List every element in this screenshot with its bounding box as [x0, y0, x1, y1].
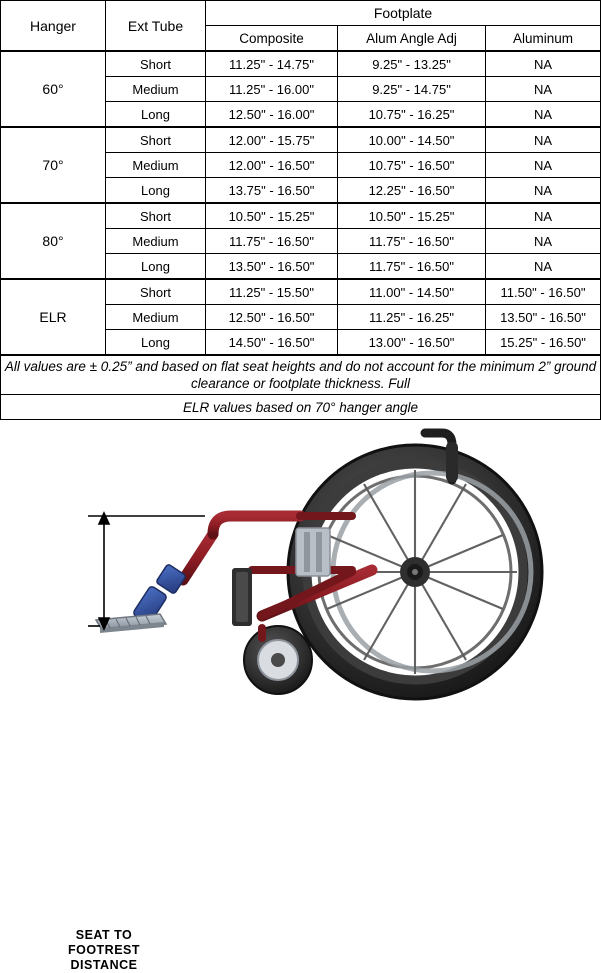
alum-angle-adj-value: 10.00" - 14.50" — [338, 127, 486, 153]
wheelchair-drawing — [0, 420, 600, 710]
aluminum-value: NA — [486, 77, 601, 102]
alum-angle-adj-value: 11.25" - 16.25" — [338, 305, 486, 330]
composite-value: 13.50" - 16.50" — [206, 254, 338, 280]
footnote-row-2 — [1, 395, 601, 420]
composite-value: 12.50" - 16.50" — [206, 305, 338, 330]
aluminum-value: NA — [486, 51, 601, 77]
ext-tube-cell: Medium — [106, 77, 206, 102]
ext-tube-cell: Medium — [106, 305, 206, 330]
composite-value: 11.75" - 16.50" — [206, 229, 338, 254]
caster-wheel — [244, 626, 312, 694]
col-header-footplate: Footplate — [206, 1, 601, 26]
footnote-secondary: ELR values based on 70° hanger angle — [1, 395, 601, 420]
ext-tube-cell: Long — [106, 102, 206, 128]
alum-angle-adj-value: 11.75" - 16.50" — [338, 229, 486, 254]
under-seat-hardware — [296, 528, 330, 576]
table-row — [1, 279, 601, 305]
aluminum-value: NA — [486, 102, 601, 128]
handle-grip — [446, 442, 458, 482]
aluminum-value: NA — [486, 127, 601, 153]
hanger-cell: 80° — [1, 203, 106, 279]
alum-angle-adj-value: 9.25" - 13.25" — [338, 51, 486, 77]
composite-value: 10.50" - 15.25" — [206, 203, 338, 229]
composite-value: 13.75" - 16.50" — [206, 178, 338, 204]
col-header-alum-angle-adj: Alum Angle Adj — [338, 26, 486, 52]
footnote-primary: All values are ± 0.25” and based on flat seat heights and do not account for the minimum 2” ground clearance or footplate thickness. Full — [1, 355, 601, 395]
ext-tube-cell: Short — [106, 203, 206, 229]
col-header-hanger: Hanger — [1, 1, 106, 52]
table-row — [1, 203, 601, 229]
footplate-spec-table — [0, 0, 601, 420]
hanger-cell: 70° — [1, 127, 106, 203]
ext-tube-cell: Short — [106, 279, 206, 305]
composite-value: 11.25" - 15.50" — [206, 279, 338, 305]
aluminum-value: NA — [486, 153, 601, 178]
footnote-row-1 — [1, 355, 601, 395]
axle-plate-inner — [236, 572, 248, 622]
table-row — [1, 51, 601, 77]
col-header-ext-tube: Ext Tube — [106, 1, 206, 52]
ext-tube-cell: Medium — [106, 153, 206, 178]
wheelchair-illustration — [0, 420, 600, 972]
aluminum-value: 15.25" - 16.50" — [486, 330, 601, 356]
alum-angle-adj-value: 11.75" - 16.50" — [338, 254, 486, 280]
alum-angle-adj-value: 10.50" - 15.25" — [338, 203, 486, 229]
col-header-composite: Composite — [206, 26, 338, 52]
ext-tube-cell: Long — [106, 254, 206, 280]
table-row — [1, 127, 601, 153]
composite-value: 11.25" - 14.75" — [206, 51, 338, 77]
aluminum-value: 11.50" - 16.50" — [486, 279, 601, 305]
aluminum-value: NA — [486, 203, 601, 229]
hanger-cell: 60° — [1, 51, 106, 127]
ext-tube-cell: Medium — [106, 229, 206, 254]
composite-value: 12.00" - 16.50" — [206, 153, 338, 178]
aluminum-value: NA — [486, 254, 601, 280]
ext-tube-cell: Short — [106, 127, 206, 153]
alum-angle-adj-value: 9.25" - 14.75" — [338, 77, 486, 102]
aluminum-value: 13.50" - 16.50" — [486, 305, 601, 330]
alum-angle-adj-value: 12.25" - 16.50" — [338, 178, 486, 204]
composite-value: 12.50" - 16.00" — [206, 102, 338, 128]
hanger-cell: ELR — [1, 279, 106, 355]
alum-angle-adj-value: 10.75" - 16.50" — [338, 153, 486, 178]
ext-tube-cell: Long — [106, 178, 206, 204]
col-header-aluminum: Aluminum — [486, 26, 601, 52]
alum-angle-adj-value: 13.00" - 16.50" — [338, 330, 486, 356]
aluminum-value: NA — [486, 178, 601, 204]
seat-to-footrest-label: SEAT TO FOOTREST DISTANCE — [67, 928, 141, 972]
composite-value: 14.50" - 16.50" — [206, 330, 338, 356]
alum-angle-adj-value: 11.00" - 14.50" — [338, 279, 486, 305]
table-header-row-1 — [1, 1, 601, 26]
composite-value: 11.25" - 16.00" — [206, 77, 338, 102]
aluminum-value: NA — [486, 229, 601, 254]
ext-tube-cell: Short — [106, 51, 206, 77]
composite-value: 12.00" - 15.75" — [206, 127, 338, 153]
alum-angle-adj-value: 10.75" - 16.25" — [338, 102, 486, 128]
ext-tube-cell: Long — [106, 330, 206, 356]
